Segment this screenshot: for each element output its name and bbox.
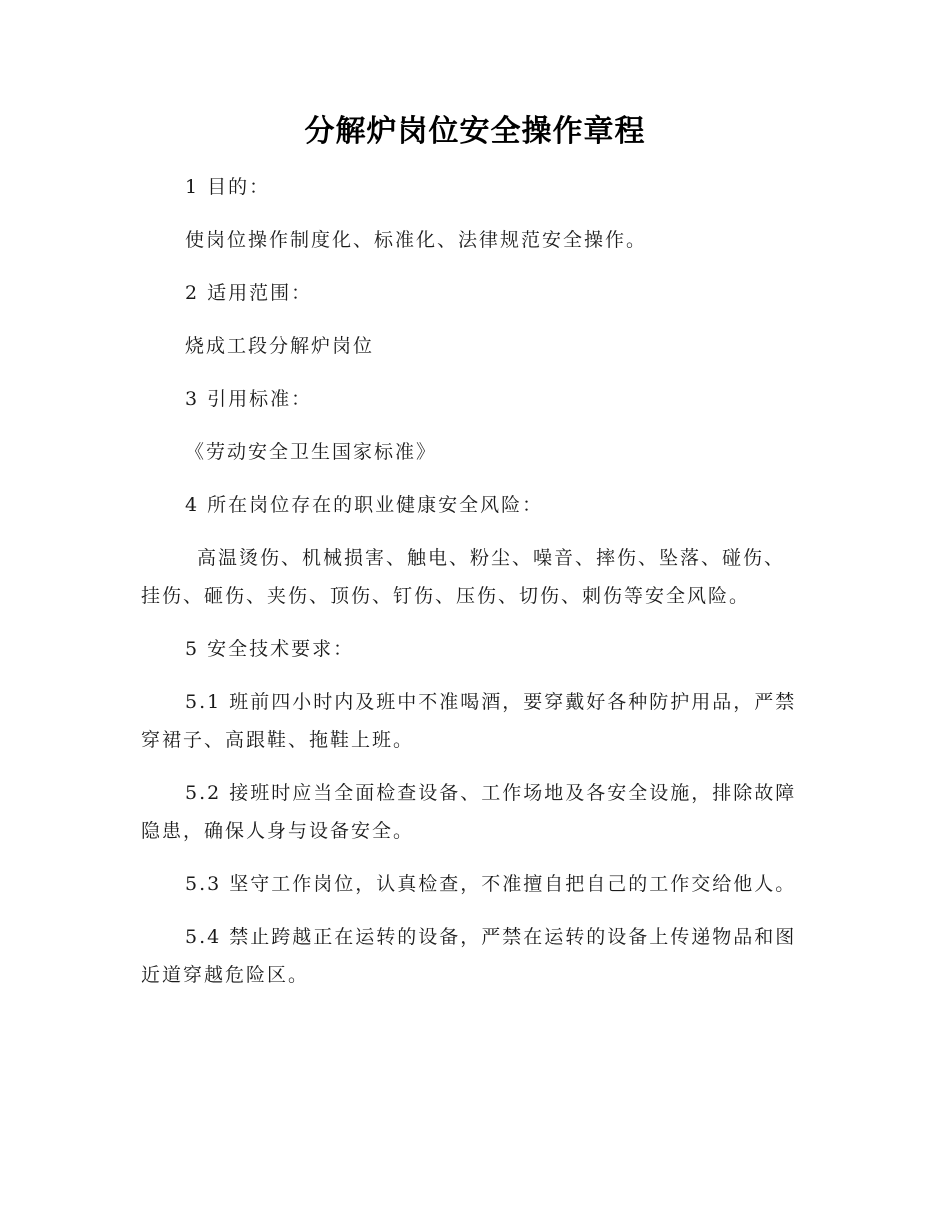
section-heading-standards: 3 引用标准： — [185, 388, 313, 410]
requirement-5-4: 5.4 禁止跨越正在运转的设备，严禁在运转的设备上传递物品和图近道穿越危险区。 — [141, 926, 797, 986]
risks-text: 高温烫伤、机械损害、触电、粉尘、噪音、摔伤、坠落、碰伤、挂伤、砸伤、夹伤、顶伤、钉伤、压伤、切伤、刺伤等安全风险。 — [141, 547, 786, 607]
scope-text: 烧成工段分解炉岗位 — [185, 335, 375, 357]
document-body — [141, 168, 803, 1009]
section-heading-purpose: 1 目的： — [185, 176, 271, 198]
document-title: 分解炉岗位安全操作章程 — [304, 114, 646, 149]
section-heading-risks: 4 所在岗位存在的职业健康安全风险： — [185, 494, 544, 516]
standards-text: 《劳动安全卫生国家标准》 — [185, 441, 438, 463]
section-heading-requirements: 5 安全技术要求： — [185, 638, 355, 660]
requirement-5-2: 5.2 接班时应当全面检查设备、工作场地及各安全设施，排除故障隐患，确保人身与设备安全。 — [141, 782, 797, 842]
purpose-text: 使岗位操作制度化、标准化、法律规范安全操作。 — [185, 229, 648, 251]
requirement-5-1: 5.1 班前四小时内及班中不准喝酒，要穿戴好各种防护用品，严禁穿裙子、高跟鞋、拖鞋上班。 — [141, 691, 797, 751]
section-heading-scope: 2 适用范围： — [185, 282, 313, 304]
requirement-5-3: 5.3 坚守工作岗位，认真检查，不准擅自把自己的工作交给他人。 — [185, 873, 797, 895]
